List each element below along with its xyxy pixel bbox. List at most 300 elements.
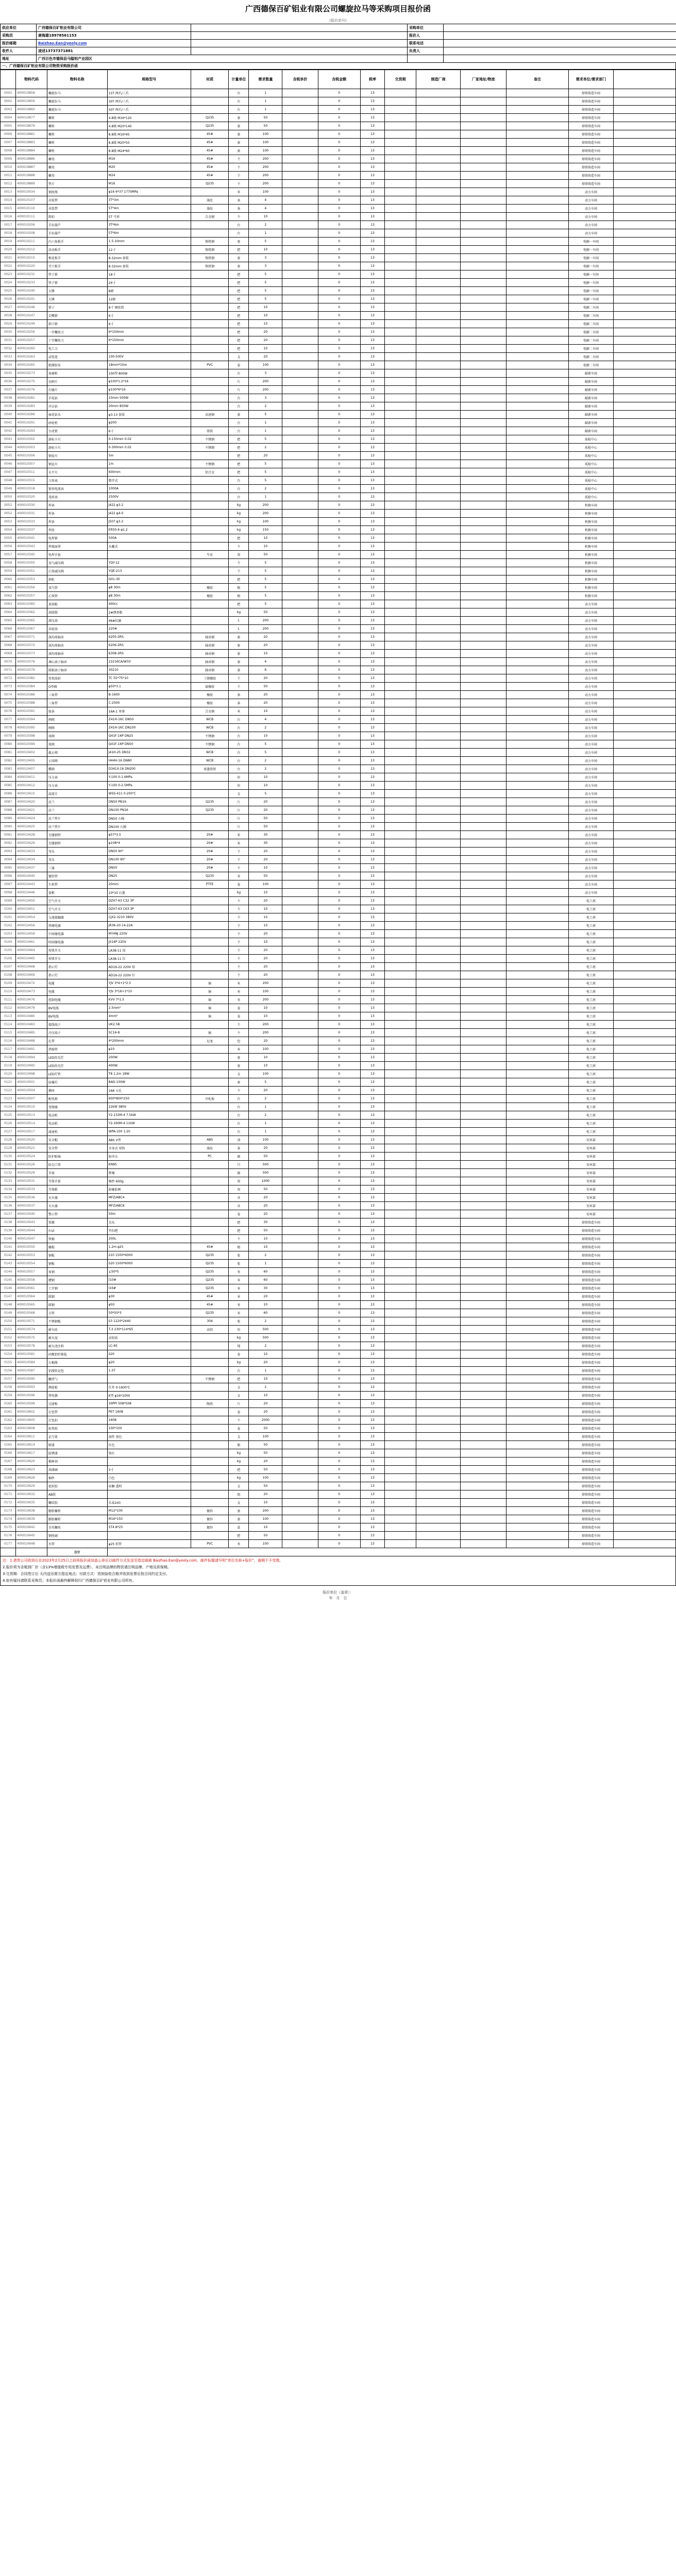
table-cell[interactable]: [506, 460, 569, 468]
table-cell[interactable]: [506, 279, 569, 287]
table-cell[interactable]: [416, 1334, 461, 1342]
table-cell[interactable]: [506, 1284, 569, 1293]
table-cell[interactable]: [416, 592, 461, 600]
table-cell[interactable]: [461, 806, 506, 815]
table-cell[interactable]: [461, 1120, 506, 1128]
table-cell[interactable]: [282, 757, 318, 765]
table-cell[interactable]: [416, 1136, 461, 1144]
table-cell[interactable]: [461, 1416, 506, 1425]
table-cell[interactable]: [461, 1507, 506, 1515]
table-cell[interactable]: [416, 477, 461, 485]
table-cell[interactable]: [506, 378, 569, 386]
table-cell[interactable]: [282, 790, 318, 798]
table-cell[interactable]: [416, 1425, 461, 1433]
table-cell[interactable]: [282, 831, 318, 839]
table-cell[interactable]: [385, 641, 416, 650]
table-cell[interactable]: [385, 658, 416, 666]
table-cell[interactable]: [416, 683, 461, 691]
table-cell[interactable]: [282, 864, 318, 872]
table-cell[interactable]: [506, 971, 569, 979]
table-cell[interactable]: [506, 806, 569, 815]
table-cell[interactable]: [282, 584, 318, 592]
table-cell[interactable]: [282, 122, 318, 130]
table-cell[interactable]: [282, 1004, 318, 1012]
table-cell[interactable]: [385, 1095, 416, 1103]
table-cell[interactable]: [385, 262, 416, 270]
table-cell[interactable]: [461, 1540, 506, 1548]
table-cell[interactable]: [416, 815, 461, 823]
table-cell[interactable]: [282, 922, 318, 930]
table-cell[interactable]: [416, 336, 461, 345]
table-cell[interactable]: [385, 1301, 416, 1309]
table-cell[interactable]: [385, 666, 416, 674]
table-cell[interactable]: [416, 872, 461, 880]
table-cell[interactable]: [416, 1523, 461, 1532]
table-cell[interactable]: [282, 559, 318, 567]
table-cell[interactable]: [461, 707, 506, 716]
table-cell[interactable]: [282, 543, 318, 551]
table-cell[interactable]: [461, 485, 506, 493]
table-cell[interactable]: [282, 312, 318, 320]
table-cell[interactable]: [282, 510, 318, 518]
table-cell[interactable]: [385, 1210, 416, 1218]
table-cell[interactable]: [385, 732, 416, 740]
table-cell[interactable]: [385, 435, 416, 444]
table-cell[interactable]: [506, 369, 569, 378]
table-cell[interactable]: [385, 880, 416, 889]
table-cell[interactable]: [506, 1499, 569, 1507]
table-cell[interactable]: [416, 1078, 461, 1087]
table-cell[interactable]: [282, 518, 318, 526]
table-cell[interactable]: [506, 303, 569, 312]
table-cell[interactable]: [461, 97, 506, 106]
table-cell[interactable]: [506, 880, 569, 889]
table-cell[interactable]: [461, 1037, 506, 1045]
table-cell[interactable]: [506, 229, 569, 238]
table-cell[interactable]: [282, 1243, 318, 1251]
table-cell[interactable]: [385, 1120, 416, 1128]
table-cell[interactable]: [282, 815, 318, 823]
table-cell[interactable]: [385, 1260, 416, 1268]
table-cell[interactable]: [416, 114, 461, 122]
table-cell[interactable]: [506, 1268, 569, 1276]
table-cell[interactable]: [416, 270, 461, 279]
table-cell[interactable]: [385, 213, 416, 221]
table-cell[interactable]: [461, 411, 506, 419]
table-cell[interactable]: [506, 1144, 569, 1153]
table-cell[interactable]: [282, 551, 318, 559]
table-cell[interactable]: [416, 1260, 461, 1268]
table-cell[interactable]: [416, 732, 461, 740]
table-cell[interactable]: [416, 559, 461, 567]
table-cell[interactable]: [506, 831, 569, 839]
table-cell[interactable]: [461, 831, 506, 839]
table-cell[interactable]: [385, 699, 416, 707]
table-cell[interactable]: [385, 1375, 416, 1383]
table-cell[interactable]: [416, 905, 461, 913]
table-cell[interactable]: [282, 435, 318, 444]
table-cell[interactable]: [385, 460, 416, 468]
table-cell[interactable]: [461, 979, 506, 988]
table-cell[interactable]: [385, 427, 416, 435]
table-cell[interactable]: [385, 196, 416, 205]
table-cell[interactable]: [416, 996, 461, 1004]
table-cell[interactable]: [282, 608, 318, 617]
table-cell[interactable]: [282, 650, 318, 658]
table-cell[interactable]: [461, 493, 506, 501]
table-cell[interactable]: [282, 979, 318, 988]
table-cell[interactable]: [506, 89, 569, 97]
table-cell[interactable]: [416, 1251, 461, 1260]
table-cell[interactable]: [506, 180, 569, 188]
table-cell[interactable]: [282, 1185, 318, 1194]
table-cell[interactable]: [506, 592, 569, 600]
table-cell[interactable]: [461, 1087, 506, 1095]
table-cell[interactable]: [282, 707, 318, 716]
table-cell[interactable]: [385, 130, 416, 139]
table-cell[interactable]: [385, 1169, 416, 1177]
table-cell[interactable]: [282, 1350, 318, 1359]
table-cell[interactable]: [461, 839, 506, 848]
table-cell[interactable]: [506, 394, 569, 402]
table-cell[interactable]: [416, 823, 461, 831]
table-cell[interactable]: [385, 205, 416, 213]
table-cell[interactable]: [385, 1342, 416, 1350]
table-cell[interactable]: [416, 1276, 461, 1284]
table-cell[interactable]: [416, 1153, 461, 1161]
table-cell[interactable]: [461, 229, 506, 238]
table-cell[interactable]: [461, 1515, 506, 1523]
table-cell[interactable]: [282, 988, 318, 996]
table-cell[interactable]: [385, 106, 416, 114]
table-cell[interactable]: [385, 1441, 416, 1449]
table-cell[interactable]: [282, 889, 318, 897]
table-cell[interactable]: [506, 1458, 569, 1466]
table-cell[interactable]: [416, 798, 461, 806]
table-cell[interactable]: [385, 188, 416, 196]
table-cell[interactable]: [461, 246, 506, 254]
table-cell[interactable]: [282, 386, 318, 394]
table-cell[interactable]: [461, 1466, 506, 1474]
table-cell[interactable]: [385, 238, 416, 246]
table-cell[interactable]: [282, 378, 318, 386]
table-cell[interactable]: [282, 674, 318, 683]
table-cell[interactable]: [416, 287, 461, 295]
table-cell[interactable]: [282, 872, 318, 880]
table-cell[interactable]: [506, 1004, 569, 1012]
table-cell[interactable]: [385, 361, 416, 369]
table-cell[interactable]: [506, 1161, 569, 1169]
table-cell[interactable]: [461, 1111, 506, 1120]
table-cell[interactable]: [385, 1111, 416, 1120]
table-cell[interactable]: [506, 608, 569, 617]
table-cell[interactable]: [385, 1103, 416, 1111]
table-cell[interactable]: [416, 1210, 461, 1218]
table-cell[interactable]: [385, 831, 416, 839]
table-cell[interactable]: [385, 1194, 416, 1202]
table-cell[interactable]: [506, 1045, 569, 1054]
table-cell[interactable]: [461, 1317, 506, 1326]
table-cell[interactable]: [385, 1153, 416, 1161]
table-cell[interactable]: [385, 411, 416, 419]
table-cell[interactable]: [282, 369, 318, 378]
table-cell[interactable]: [416, 419, 461, 427]
table-cell[interactable]: [385, 1326, 416, 1334]
table-cell[interactable]: [282, 567, 318, 575]
table-cell[interactable]: [282, 1227, 318, 1235]
table-cell[interactable]: [506, 501, 569, 510]
table-cell[interactable]: [385, 345, 416, 353]
table-cell[interactable]: [385, 1532, 416, 1540]
table-cell[interactable]: [506, 650, 569, 658]
table-cell[interactable]: [461, 699, 506, 707]
table-cell[interactable]: [461, 205, 506, 213]
table-cell[interactable]: [385, 930, 416, 938]
table-cell[interactable]: [461, 1194, 506, 1202]
table-cell[interactable]: [506, 1515, 569, 1523]
table-cell[interactable]: [416, 534, 461, 543]
table-cell[interactable]: [416, 493, 461, 501]
table-cell[interactable]: [385, 1070, 416, 1078]
table-cell[interactable]: [506, 287, 569, 295]
table-cell[interactable]: [461, 477, 506, 485]
table-cell[interactable]: [461, 1029, 506, 1037]
table-cell[interactable]: [282, 1342, 318, 1350]
table-cell[interactable]: [506, 114, 569, 122]
table-cell[interactable]: [506, 625, 569, 633]
table-cell[interactable]: [385, 1021, 416, 1029]
table-cell[interactable]: [385, 1087, 416, 1095]
table-cell[interactable]: [416, 658, 461, 666]
table-cell[interactable]: [416, 551, 461, 559]
table-cell[interactable]: [282, 1416, 318, 1425]
table-cell[interactable]: [506, 1425, 569, 1433]
table-cell[interactable]: [385, 823, 416, 831]
table-cell[interactable]: [461, 963, 506, 971]
table-cell[interactable]: [461, 1004, 506, 1012]
table-cell[interactable]: [416, 1350, 461, 1359]
table-cell[interactable]: [416, 386, 461, 394]
table-cell[interactable]: [416, 1095, 461, 1103]
table-cell[interactable]: [385, 97, 416, 106]
table-cell[interactable]: [416, 444, 461, 452]
table-cell[interactable]: [416, 1433, 461, 1441]
table-cell[interactable]: [282, 427, 318, 435]
table-cell[interactable]: [461, 1202, 506, 1210]
table-cell[interactable]: [461, 782, 506, 790]
table-cell[interactable]: [416, 452, 461, 460]
table-cell[interactable]: [461, 336, 506, 345]
table-cell[interactable]: [461, 1144, 506, 1153]
table-cell[interactable]: [416, 765, 461, 773]
table-cell[interactable]: [461, 674, 506, 683]
table-cell[interactable]: [282, 501, 318, 510]
table-cell[interactable]: [282, 336, 318, 345]
table-cell[interactable]: [416, 1194, 461, 1202]
table-cell[interactable]: [385, 320, 416, 328]
table-cell[interactable]: [282, 1194, 318, 1202]
table-cell[interactable]: [416, 526, 461, 534]
table-cell[interactable]: [385, 477, 416, 485]
table-cell[interactable]: [416, 229, 461, 238]
table-cell[interactable]: [416, 427, 461, 435]
table-cell[interactable]: [416, 361, 461, 369]
table-cell[interactable]: [416, 468, 461, 477]
table-cell[interactable]: [385, 575, 416, 584]
table-cell[interactable]: [461, 749, 506, 757]
table-cell[interactable]: [385, 1251, 416, 1260]
table-cell[interactable]: [385, 139, 416, 147]
table-cell[interactable]: [461, 922, 506, 930]
table-cell[interactable]: [506, 1540, 569, 1548]
table-cell[interactable]: [385, 551, 416, 559]
table-cell[interactable]: [506, 839, 569, 848]
table-cell[interactable]: [506, 1334, 569, 1342]
table-cell[interactable]: [461, 295, 506, 303]
table-cell[interactable]: [282, 238, 318, 246]
table-cell[interactable]: [416, 1004, 461, 1012]
table-cell[interactable]: [506, 402, 569, 411]
table-cell[interactable]: [506, 1532, 569, 1540]
table-cell[interactable]: [385, 691, 416, 699]
table-cell[interactable]: [506, 641, 569, 650]
table-cell[interactable]: [461, 856, 506, 864]
table-cell[interactable]: [506, 1177, 569, 1185]
table-cell[interactable]: [282, 1144, 318, 1153]
table-cell[interactable]: [461, 279, 506, 287]
table-cell[interactable]: [461, 122, 506, 130]
table-cell[interactable]: [461, 510, 506, 518]
table-cell[interactable]: [461, 1095, 506, 1103]
table-cell[interactable]: [416, 1227, 461, 1235]
table-cell[interactable]: [416, 147, 461, 155]
table-cell[interactable]: [282, 1078, 318, 1087]
table-cell[interactable]: [506, 1342, 569, 1350]
table-cell[interactable]: [385, 946, 416, 955]
table-cell[interactable]: [461, 1136, 506, 1144]
table-cell[interactable]: [416, 320, 461, 328]
table-cell[interactable]: [506, 196, 569, 205]
table-cell[interactable]: [385, 1334, 416, 1342]
table-cell[interactable]: [416, 1532, 461, 1540]
table-cell[interactable]: [416, 1540, 461, 1548]
table-cell[interactable]: [416, 1021, 461, 1029]
table-cell[interactable]: [385, 1293, 416, 1301]
table-cell[interactable]: [282, 172, 318, 180]
table-cell[interactable]: [416, 1392, 461, 1400]
table-cell[interactable]: [416, 617, 461, 625]
table-cell[interactable]: [461, 559, 506, 567]
table-cell[interactable]: [461, 155, 506, 163]
table-cell[interactable]: [385, 229, 416, 238]
table-cell[interactable]: [385, 1474, 416, 1482]
table-cell[interactable]: [416, 1482, 461, 1490]
table-cell[interactable]: [282, 1375, 318, 1383]
table-cell[interactable]: [461, 1078, 506, 1087]
table-cell[interactable]: [506, 543, 569, 551]
table-cell[interactable]: [282, 452, 318, 460]
table-cell[interactable]: [282, 1111, 318, 1120]
table-cell[interactable]: [506, 427, 569, 435]
table-cell[interactable]: [385, 254, 416, 262]
table-cell[interactable]: [416, 1169, 461, 1177]
table-cell[interactable]: [506, 1359, 569, 1367]
table-cell[interactable]: [282, 996, 318, 1004]
table-cell[interactable]: [282, 1128, 318, 1136]
table-cell[interactable]: [461, 419, 506, 427]
table-cell[interactable]: [416, 139, 461, 147]
table-cell[interactable]: [282, 295, 318, 303]
table-cell[interactable]: [385, 1128, 416, 1136]
table-cell[interactable]: [385, 328, 416, 336]
table-cell[interactable]: [385, 584, 416, 592]
table-cell[interactable]: [461, 543, 506, 551]
table-cell[interactable]: [385, 501, 416, 510]
table-cell[interactable]: [416, 1367, 461, 1375]
table-cell[interactable]: [506, 757, 569, 765]
table-cell[interactable]: [506, 889, 569, 897]
table-cell[interactable]: [506, 106, 569, 114]
table-cell[interactable]: [461, 790, 506, 798]
table-cell[interactable]: [461, 1054, 506, 1062]
person-value[interactable]: [444, 47, 676, 55]
table-cell[interactable]: [385, 806, 416, 815]
table-cell[interactable]: [385, 1078, 416, 1087]
table-cell[interactable]: [506, 1037, 569, 1045]
table-cell[interactable]: [385, 1218, 416, 1227]
table-cell[interactable]: [385, 468, 416, 477]
table-cell[interactable]: [461, 196, 506, 205]
table-cell[interactable]: [506, 1367, 569, 1375]
table-cell[interactable]: [461, 584, 506, 592]
table-cell[interactable]: [461, 691, 506, 699]
table-cell[interactable]: [506, 246, 569, 254]
table-cell[interactable]: [416, 238, 461, 246]
table-cell[interactable]: [385, 402, 416, 411]
table-cell[interactable]: [506, 518, 569, 526]
table-cell[interactable]: [461, 683, 506, 691]
table-cell[interactable]: [282, 205, 318, 213]
table-cell[interactable]: [282, 97, 318, 106]
table-cell[interactable]: [282, 1012, 318, 1021]
table-cell[interactable]: [461, 1490, 506, 1499]
table-cell[interactable]: [416, 510, 461, 518]
table-cell[interactable]: [461, 1062, 506, 1070]
table-cell[interactable]: [416, 1359, 461, 1367]
table-cell[interactable]: [506, 1293, 569, 1301]
table-cell[interactable]: [461, 1021, 506, 1029]
table-cell[interactable]: [461, 1251, 506, 1260]
table-cell[interactable]: [506, 1490, 569, 1499]
table-cell[interactable]: [416, 790, 461, 798]
table-cell[interactable]: [416, 1218, 461, 1227]
table-cell[interactable]: [416, 106, 461, 114]
table-cell[interactable]: [416, 369, 461, 378]
table-cell[interactable]: [385, 444, 416, 452]
table-cell[interactable]: [461, 369, 506, 378]
table-cell[interactable]: [282, 782, 318, 790]
table-cell[interactable]: [282, 1400, 318, 1408]
table-cell[interactable]: [506, 1029, 569, 1037]
table-cell[interactable]: [385, 518, 416, 526]
table-cell[interactable]: [282, 1383, 318, 1392]
table-cell[interactable]: [416, 691, 461, 699]
table-cell[interactable]: [506, 732, 569, 740]
table-cell[interactable]: [506, 691, 569, 699]
table-cell[interactable]: [461, 608, 506, 617]
table-cell[interactable]: [416, 1144, 461, 1153]
table-cell[interactable]: [461, 1433, 506, 1441]
